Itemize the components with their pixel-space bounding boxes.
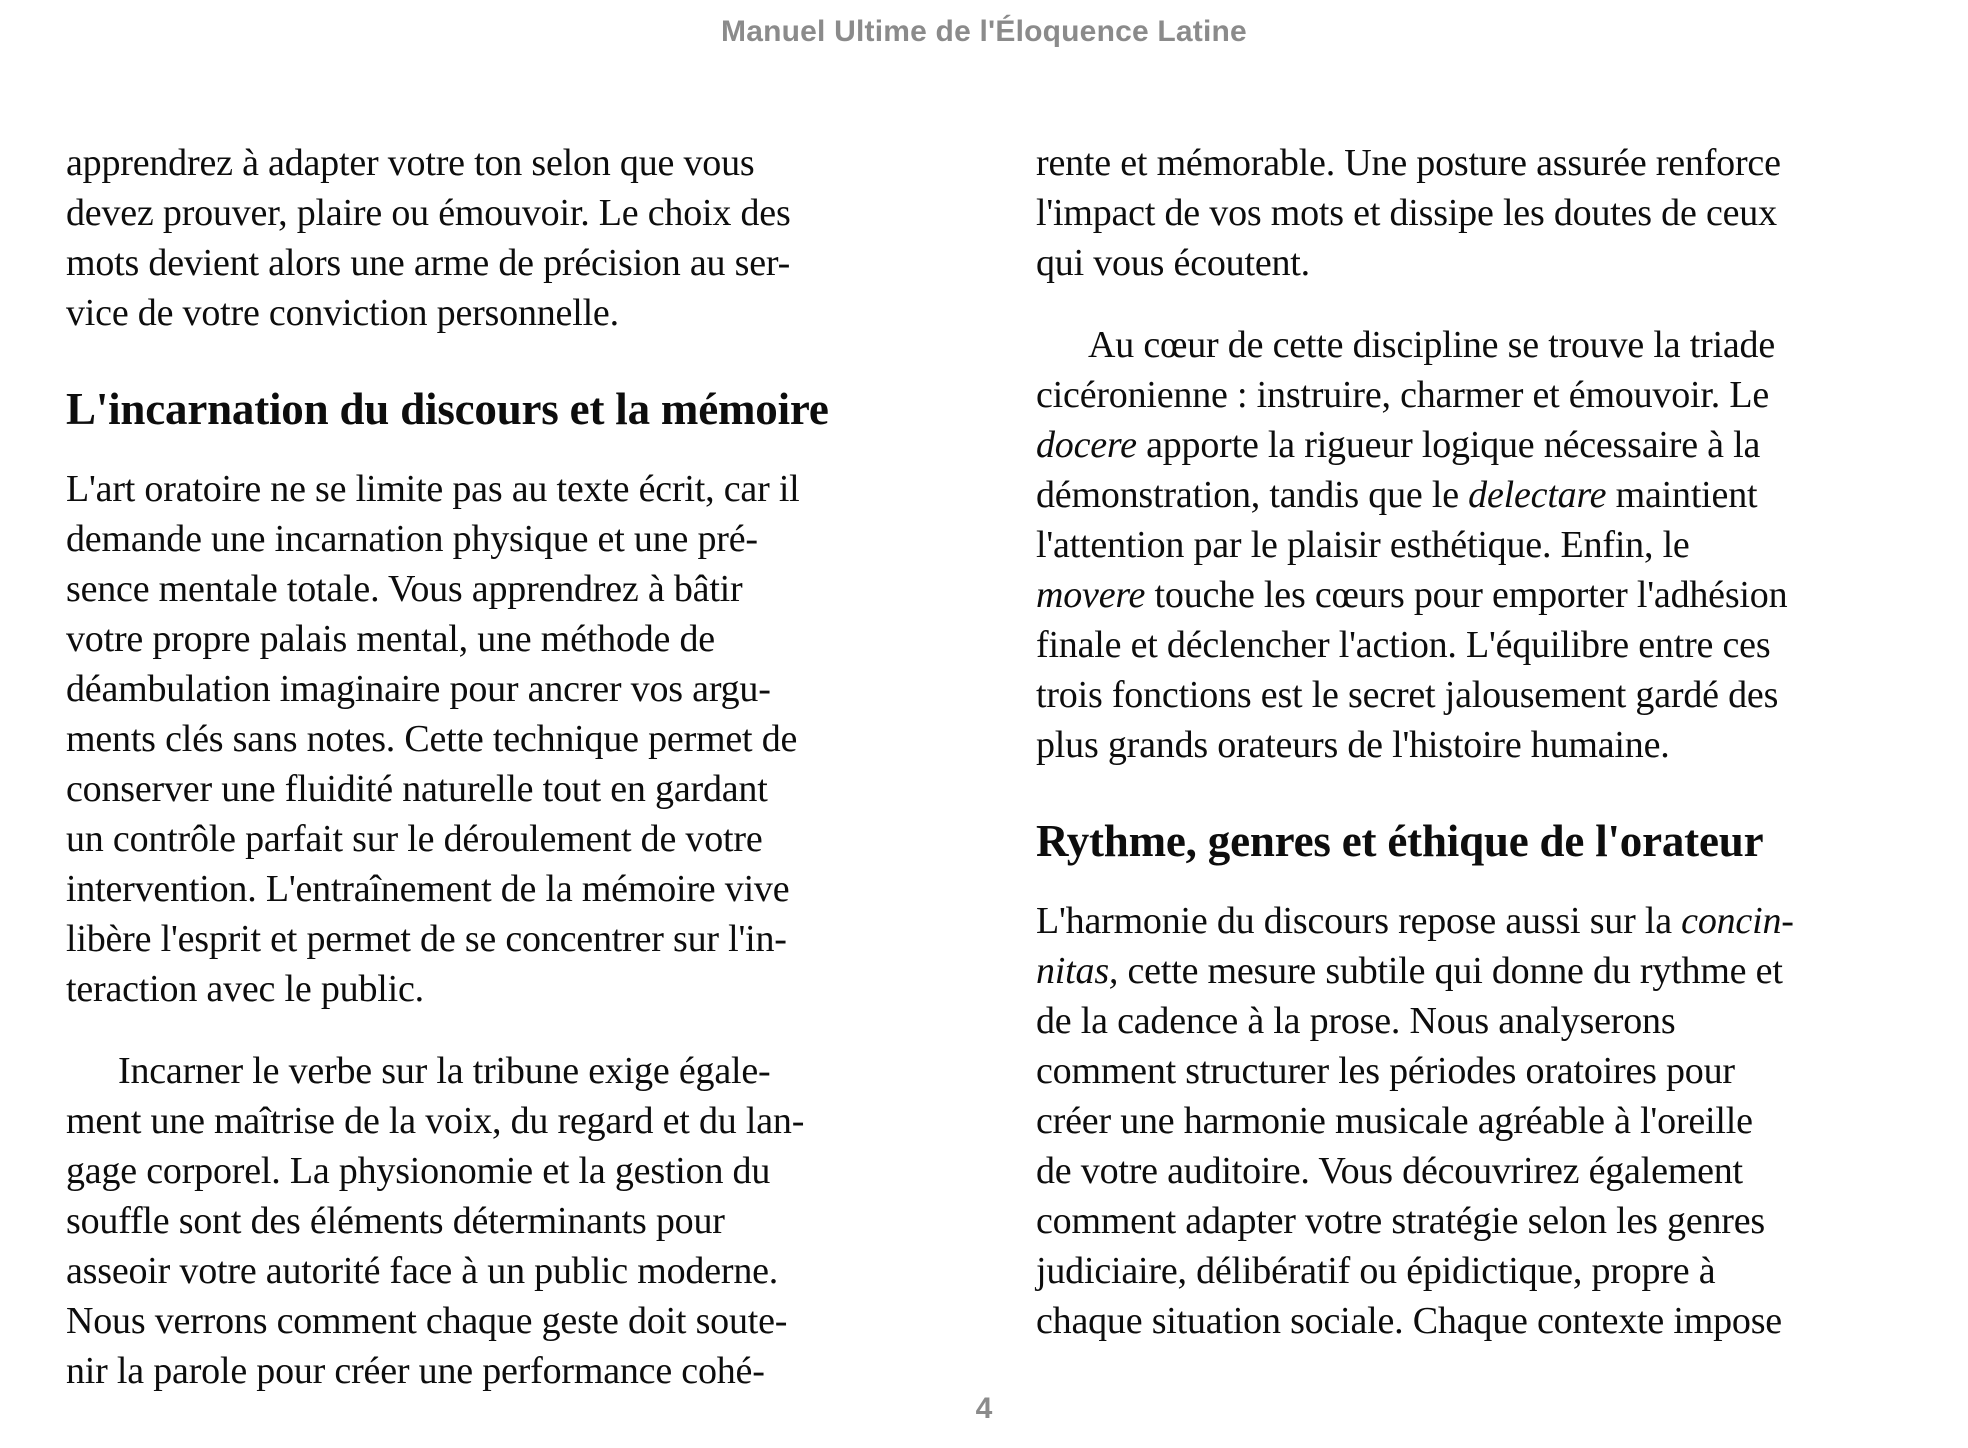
text-run: qui vous écoutent. [1036,242,1310,284]
section-heading: Rythme, genres et éthique de l'orateur [1036,816,1764,866]
text-line [1036,1146,1860,1196]
text-line [66,138,890,188]
text-run: intervention. L'entraînement de la mémoire vive [66,868,790,910]
page-number: 4 [975,1392,993,1425]
text-run: touche les cœurs pour emporter l'adhésion [1145,574,1788,616]
text-line [66,238,890,288]
text-line [66,288,890,338]
left-column [66,138,890,1396]
text-run: Au cœur de cette discipline se trouve la triade [1088,324,1775,366]
italic-latin-term: delectare [1468,474,1607,516]
paragraph [1036,138,1860,288]
text-line [66,864,890,914]
text-line [1036,370,1860,420]
text-line [66,1346,890,1396]
text-run: judiciaire, délibératif ou épidictique, propre à [1036,1250,1716,1292]
text-run: l'attention par le plaisir esthétique. Enfin, le [1036,524,1690,566]
text-run: chaque situation sociale. Chaque contexte impose [1036,1300,1782,1342]
text-line [66,764,890,814]
text-line [1036,188,1860,238]
text-line [1036,320,1860,370]
text-line [1036,620,1860,670]
text-columns [66,138,1860,1396]
section-heading: L'incarnation du discours et la mémoire [66,384,829,434]
text-line [1036,1046,1860,1096]
text-run: cicéronienne : instruire, charmer et émouvoir. Le [1036,374,1769,416]
text-line [66,1096,890,1146]
text-run: ments clés sans notes. Cette technique permet de [66,718,798,760]
running-head [0,14,1968,50]
text-run: Nous verrons comment chaque geste doit soute- [66,1300,788,1342]
text-run: comment structurer les périodes oratoires pour [1036,1050,1735,1092]
text-run: trois fonctions est le secret jalousement gardé des [1036,674,1779,716]
text-run: nir la parole pour créer une performance cohé- [66,1350,765,1392]
text-run: ment une maîtrise de la voix, du regard et du lan- [66,1100,805,1142]
text-run: créer une harmonie musicale agréable à l'oreille [1036,1100,1753,1142]
text-line [66,188,890,238]
page-footer [0,1392,1968,1426]
text-run: apporte la rigueur logique nécessaire à la [1136,424,1761,466]
paragraph [1036,320,1860,770]
paragraph [1036,896,1860,1346]
text-line [1036,138,1860,188]
text-line [1036,1246,1860,1296]
text-line [66,1146,890,1196]
text-run: de votre auditoire. Vous découvrirez également [1036,1150,1743,1192]
text-line [66,1296,890,1346]
text-run: L'harmonie du discours repose aussi sur la [1036,900,1682,942]
text-line [66,964,890,1014]
text-run: conserver une fluidité naturelle tout en gardant [66,768,768,810]
text-line [66,464,890,514]
text-run: mots devient alors une arme de précision au ser- [66,242,791,284]
text-line [1036,1096,1860,1146]
text-run: teraction avec le public. [66,968,424,1010]
paragraph [66,1046,890,1396]
text-line [1036,896,1860,946]
text-run: libère l'esprit et permet de se concentrer sur l'in- [66,918,787,960]
text-line [1036,996,1860,1046]
text-line [66,714,890,764]
text-run: cette mesure subtile qui donne du rythme et [1118,950,1783,992]
text-line [1036,420,1860,470]
italic-latin-term: docere [1036,424,1137,466]
text-line [66,814,890,864]
text-run: devez prouver, plaire ou émouvoir. Le choix des [66,192,791,234]
text-line [1036,238,1860,288]
italic-latin-term: concin- [1681,900,1794,942]
paragraph [66,464,890,1014]
text-run: plus grands orateurs de l'histoire humaine. [1036,724,1670,766]
text-line [1036,720,1860,770]
italic-latin-term: nitas, [1036,950,1119,992]
text-line [66,514,890,564]
text-line [66,1246,890,1296]
text-line [66,664,890,714]
text-line [66,1046,890,1096]
text-run: Incarner le verbe sur la tribune exige égale- [118,1050,771,1092]
text-run: rente et mémorable. Une posture assurée renforce [1036,142,1781,184]
text-line [66,1196,890,1246]
text-run: déambulation imaginaire pour ancrer vos argu- [66,668,771,710]
text-line [1036,520,1860,570]
italic-latin-term: movere [1036,574,1146,616]
text-run: maintient [1606,474,1758,516]
text-run: vice de votre conviction personnelle. [66,292,619,334]
text-run: l'impact de vos mots et dissipe les doutes de ceux [1036,192,1777,234]
text-run: démonstration, tandis que le [1036,474,1469,516]
text-line [1036,470,1860,520]
text-line [1036,1196,1860,1246]
text-line [1036,670,1860,720]
text-run: asseoir votre autorité face à un public moderne. [66,1250,779,1292]
text-line [66,914,890,964]
paragraph [66,138,890,338]
text-line [1036,946,1860,996]
text-run: finale et déclencher l'action. L'équilibre entre ces [1036,624,1771,666]
text-run: un contrôle parfait sur le déroulement de votre [66,818,763,860]
text-run: comment adapter votre stratégie selon les genres [1036,1200,1766,1242]
text-run: souffle sont des éléments déterminants pour [66,1200,725,1242]
book-title: Manuel Ultime de l'Éloquence Latine [721,15,1247,48]
text-run: demande une incarnation physique et une pré- [66,518,758,560]
text-run: votre propre palais mental, une méthode de [66,618,715,660]
text-run: L'art oratoire ne se limite pas au texte écrit, car il [66,468,800,510]
text-line [1036,570,1860,620]
text-run: de la cadence à la prose. Nous analyserons [1036,1000,1676,1042]
text-line [66,614,890,664]
text-run: apprendrez à adapter votre ton selon que vous [66,142,755,184]
text-run: sence mentale totale. Vous apprendrez à bâtir [66,568,743,610]
text-line [1036,1296,1860,1346]
text-line [66,564,890,614]
text-run: gage corporel. La physionomie et la gestion du [66,1150,771,1192]
right-column [1036,138,1860,1396]
